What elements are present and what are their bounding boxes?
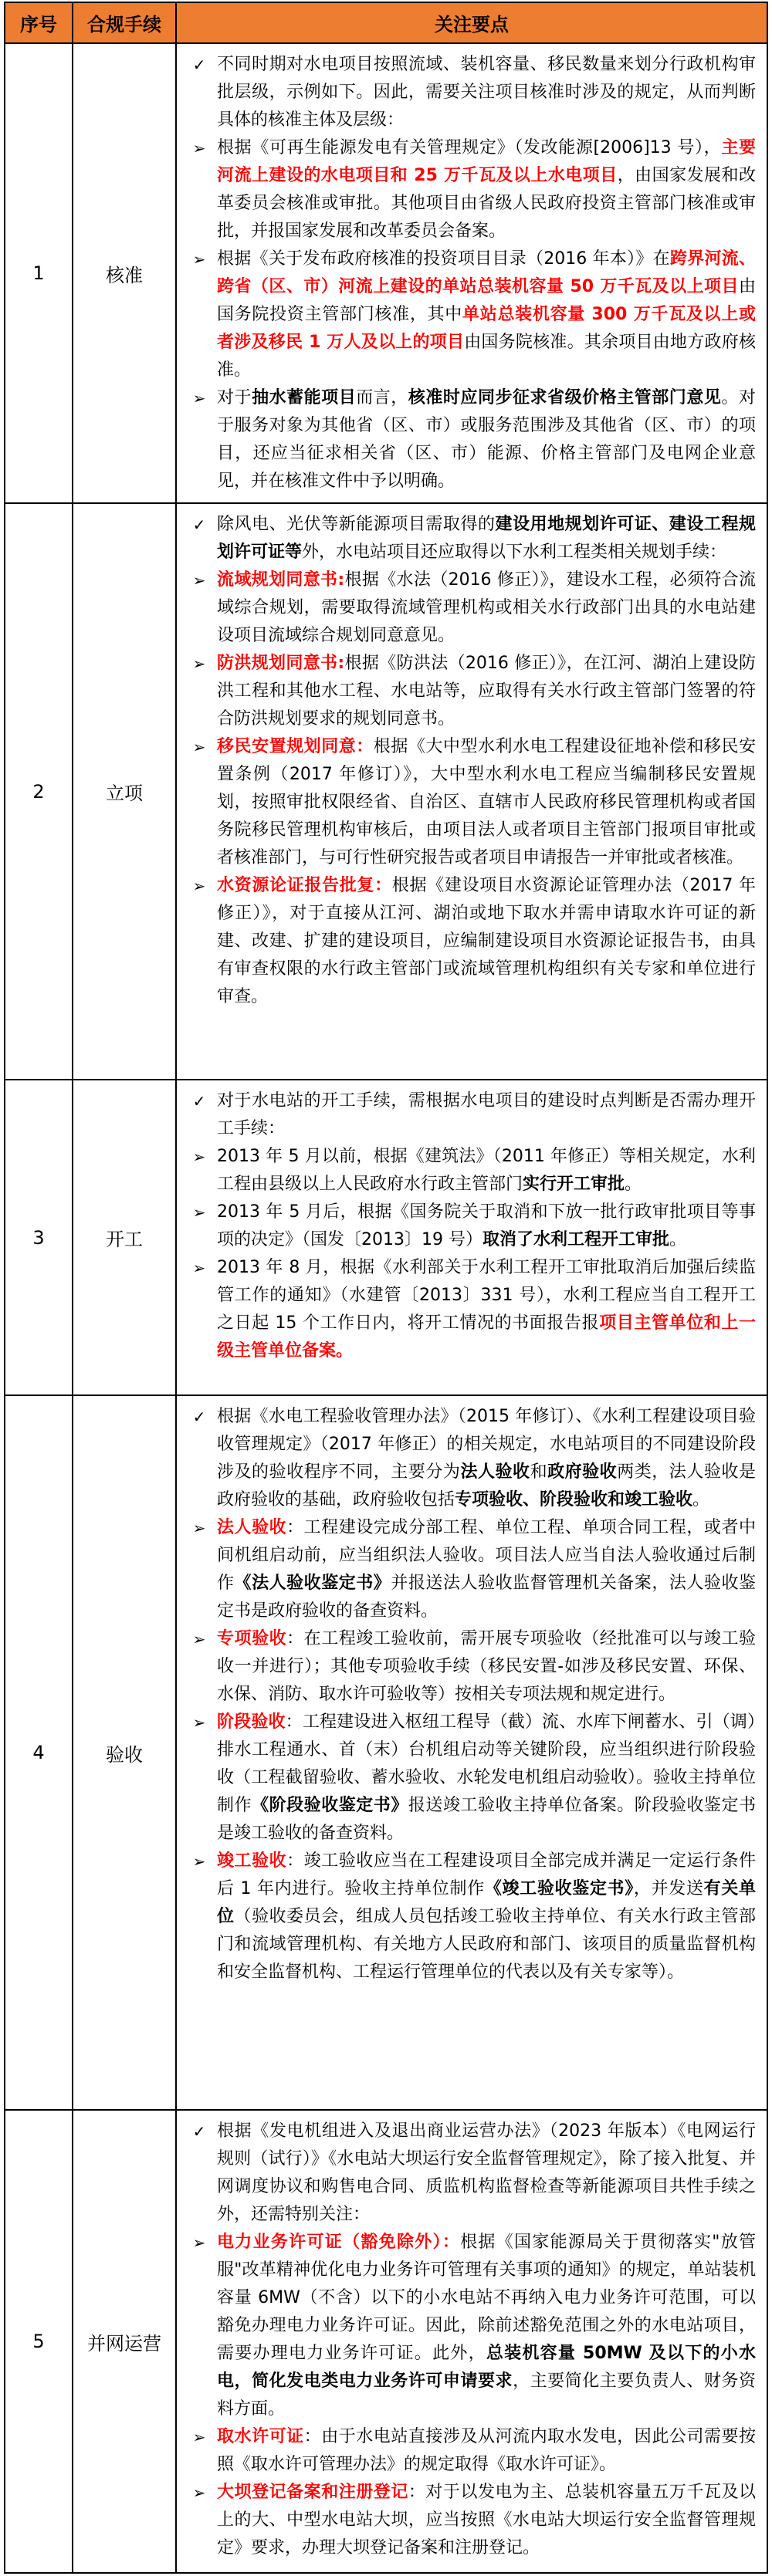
procedure-label: 开工 xyxy=(72,1080,175,1394)
arrow-bullet-icon: ➢ xyxy=(192,139,206,157)
point-text: 对于水电站的开工手续，需根据水电项目的建设时点判断是否需办理开工手续： xyxy=(217,1091,756,1138)
point-text: 取水许可证：由于水电站直接涉及从河流内取水发电，因此公司需要按照《取水许可管理办法》的规定取得《取水许可证》。 xyxy=(217,2427,756,2474)
procedure-label: 立项 xyxy=(72,504,175,1079)
table-body xyxy=(5,44,767,2572)
key-point-item xyxy=(181,1709,756,1847)
arrow-bullet-icon: ➢ xyxy=(192,654,206,673)
point-text: 除风电、光伏等新能源项目需取得的建设用地规划许可证、建设工程规划许可证等外，水电站项目还应取得以下水利工程类相关规划手续： xyxy=(217,515,756,562)
key-point-item xyxy=(181,1143,756,1198)
point-text: 根据《关于发布政府核准的投资项目目录（2016 年本）》在跨界河流、跨省（区、市）河流上建设的单站总装机容量 50 万千瓦及以上项目由国务院投资主管部门核准，其中单站总装机容量 300 万千瓦及以上或者涉及移民 1 万人及以上的项目由国务院核准。其余项目由地方政府核准。 xyxy=(217,249,756,380)
arrow-bullet-icon: ➢ xyxy=(192,2428,206,2446)
key-point-item xyxy=(181,1625,756,1709)
arrow-bullet-icon: ➢ xyxy=(192,1852,206,1871)
key-point-item xyxy=(181,733,756,872)
point-text: 移民安置规划同意：根据《大中型水利水电工程建设征地补偿和移民安置条例（2017 年修订）》，大中型水利水电工程应当编制移民安置规划，按照审批权限经省、自治区、直辖市人民政府移民管理机构或者国务院移民管理机构审核后，由项目法人或者项目主管部门报项目审批或者核准部门，与可行性研究报告或者项目申请报告一并审批或者核准。 xyxy=(217,737,756,867)
check-icon: ✓ xyxy=(192,2122,206,2141)
arrow-bullet-icon: ➢ xyxy=(192,250,206,269)
key-point-item xyxy=(181,384,756,495)
point-text: 2013 年 5 月以前，根据《建筑法》（2011 年修正）等相关规定，水利工程由县级以上人民政府水行政主管部门实行开工审批。 xyxy=(217,1147,756,1194)
key-point-item xyxy=(181,2479,756,2562)
key-point-item xyxy=(181,1087,756,1143)
key-points-cell xyxy=(175,504,767,1079)
key-point-item xyxy=(181,650,756,733)
point-text: 根据《可再生能源发电有关管理规定》（发改能源[2006]13 号），主要河流上建设的水电项目和 25 万千瓦及以上水电项目，由国家发展和改革委员会核准或审批。其他项目由省级人民政府投资主管部门核准或审批，并报国家发展和改革委员会备案。 xyxy=(217,138,756,241)
header-serial-number: 序号 xyxy=(20,14,57,35)
check-icon: ✓ xyxy=(192,56,206,74)
key-points-cell xyxy=(175,44,767,502)
point-text: 竣工验收：竣工验收应当在工程建设项目全部完成并满足一定运行条件后 1 年内进行。验收主持单位制作《竣工验收鉴定书》，并发送有关单位（验收委员会，组成人员包括竣工验收主持单位、有关水行政主管部门和流域管理机构、有关地方人民政府和部门、该项目的质量监督机构和安全监督机构、工程运行管理单位的代表以及有关专家等）。 xyxy=(217,1851,756,1982)
point-text: 法人验收：工程建设完成分部工程、单位工程、单项合同工程，或者中间机组启动前，应当组织法人验收。项目法人应当自法人验收通过后制作《法人验收鉴定书》并报送法人验收监督管理机关备案，法人验收鉴定书是政府验收的备查资料。 xyxy=(217,1518,756,1621)
key-point-item xyxy=(181,2229,756,2423)
procedure-label: 验收 xyxy=(72,1396,175,2109)
point-text: 根据《水电工程验收管理办法》（2015 年修订）、《水利工程建设项目验收管理规定》（2017 年修正）的相关规定，水电站项目的不同建设阶段涉及的验收程序不同，主要分为法人验收和政府验收两类，法人验收是政府验收的基础，政府验收包括专项验收、阶段验收和竣工验收。 xyxy=(217,1407,756,1509)
arrow-bullet-icon: ➢ xyxy=(192,1713,206,1732)
point-text: 水资源论证报告批复：根据《建设项目水资源论证管理办法（2017 年修正）》，对于直接从江河、湖泊或地下取水并需申请取水许可证的新建、改建、扩建的建设项目，应编制建设项目水资源论证报告书，由具有审查权限的水行政主管部门或流域管理机构组织有关专家和单位进行审查。 xyxy=(217,876,756,1006)
key-point-item xyxy=(181,1403,756,1514)
header-key-points: 关注要点 xyxy=(175,3,767,42)
key-point-item xyxy=(181,1254,756,1365)
arrow-bullet-icon: ➢ xyxy=(192,1203,206,1222)
key-point-item xyxy=(181,245,756,384)
procedure-label: 并网运营 xyxy=(72,2111,175,2572)
arrow-bullet-icon: ➢ xyxy=(192,738,206,756)
table-header-row xyxy=(5,3,767,44)
key-points-cell xyxy=(175,2111,767,2572)
arrow-bullet-icon: ➢ xyxy=(192,1259,206,1277)
point-text: 不同时期对水电项目按照流域、装机容量、移民数量来划分行政机构审批层级，示例如下。因此，需要关注项目核准时涉及的规定，从而判断具体的核准主体及层级： xyxy=(217,55,756,130)
procedure-label: 核准 xyxy=(72,44,175,502)
table-row xyxy=(5,2111,767,2572)
point-text: 流域规划同意书:根据《水法（2016 修正）》，建设水工程，必须符合流域综合规划，需要取得流域管理机构或相关水行政部门出具的水电站建设项目流域综合规划同意意见。 xyxy=(217,570,756,645)
table-row xyxy=(5,1080,767,1396)
point-text: 2013 年 5 月后，根据《国务院关于取消和下放一批行政审批项目等事项的决定》（国发〔2013〕19 号）取消了水利工程开工审批。 xyxy=(217,1202,756,1249)
row-number: 5 xyxy=(32,2331,45,2352)
row-number: 2 xyxy=(32,780,45,803)
key-point-item xyxy=(181,2118,756,2229)
arrow-bullet-icon: ➢ xyxy=(192,571,206,590)
arrow-bullet-icon: ➢ xyxy=(192,2233,206,2252)
point-text: 根据《发电机组进入及退出商业运营办法》（2023 年版本）《电网运行规则（试行）》《水电站大坝运行安全监督管理规定》，除了接入批复、并网调度协议和购售电合同、质监机构监督检查等新能源项目共性手续之外，还需特别关注： xyxy=(217,2121,756,2224)
check-icon: ✓ xyxy=(192,516,206,534)
table-row xyxy=(5,44,767,504)
check-icon: ✓ xyxy=(192,1092,206,1111)
row-number: 1 xyxy=(32,262,45,284)
arrow-bullet-icon: ➢ xyxy=(192,1519,206,1537)
key-point-item xyxy=(181,511,756,566)
key-point-item xyxy=(181,2423,756,2479)
key-point-item xyxy=(181,51,756,134)
point-text: 大坝登记备案和注册登记：对于以发电为主、总装机容量五万千瓦及以上的大、中型水电站大坝，应当按照《水电站大坝运行安全监督管理规定》要求，办理大坝登记备案和注册登记。 xyxy=(217,2483,756,2557)
arrow-bullet-icon: ➢ xyxy=(192,389,206,407)
key-point-item xyxy=(181,1847,756,1986)
point-text: 防洪规划同意书:根据《防洪法（2016 修正）》，在江河、湖泊上建设防洪工程和其他水工程、水电站等，应取得有关水行政主管部门签署的符合防洪规划要求的规划同意书。 xyxy=(217,654,756,729)
key-point-item xyxy=(181,872,756,1011)
key-points-cell xyxy=(175,1396,767,2109)
table-row xyxy=(5,504,767,1080)
key-point-item xyxy=(181,566,756,650)
compliance-table xyxy=(4,2,768,2574)
row-number: 4 xyxy=(32,1742,45,1763)
table-row xyxy=(5,1396,767,2111)
point-text: 专项验收：在工程竣工验收前，需开展专项验收（经批准可以与竣工验收一并进行）；其他专项验收手续（移民安置-如涉及移民安置、环保、水保、消防、取水许可验收等）按相关专项法规和规定进行。 xyxy=(217,1629,756,1704)
point-text: 2013 年 8 月，根据《水利部关于水利工程开工审批取消后加强后续监管工作的通知》（水建管〔2013〕331 号），水利工程应当自工程开工之日起 15 个工作日内，将开工情况的书面报告报项目主管单位和上一级主管单位备案。 xyxy=(217,1258,756,1361)
row-number: 3 xyxy=(32,1226,45,1249)
key-point-item xyxy=(181,1514,756,1625)
check-icon: ✓ xyxy=(192,1408,206,1426)
arrow-bullet-icon: ➢ xyxy=(192,1148,206,1166)
point-text: 对于抽水蓄能项目而言，核准时应同步征求省级价格主管部门意见。对于服务对象为其他省（区、市）或服务范围涉及其他省（区、市）的项目，还应当征求相关省（区、市）能源、价格主管部门及电网企业意见，并在核准文件中予以明确。 xyxy=(217,388,756,491)
arrow-bullet-icon: ➢ xyxy=(192,1630,206,1648)
key-point-item xyxy=(181,134,756,245)
point-text: 电力业务许可证（豁免除外）：根据《国家能源局关于贯彻落实"放管服"改革精神优化电力业务许可管理有关事项的通知》的规定，单站装机容量 6MW（不含）以下的小水电站不再纳入电力业务许可范围，可以豁免办理电力业务许可证。因此，除前述豁免范围之外的水电站项目，需要办理电力业务许可证。此外，总装机容量 50MW 及以下的小水电，简化发电类电力业务许可申请要求，主要简化主要负责人、财务资料方面。 xyxy=(217,2233,756,2419)
arrow-bullet-icon: ➢ xyxy=(192,2483,206,2502)
header-procedure: 合规手续 xyxy=(72,3,175,42)
arrow-bullet-icon: ➢ xyxy=(192,877,206,895)
point-text: 阶段验收：工程建设进入枢纽工程导（截）流、水库下闸蓄水、引（调）排水工程通水、首（末）台机组启动等关键阶段，应当组织进行阶段验收（工程截留验收、蓄水验收、水轮发电机组启动验收）。验收主持单位制作《阶段验收鉴定书》报送竣工验收主持单位备案。阶段验收鉴定书是竣工验收的备查资料。 xyxy=(217,1712,756,1843)
key-points-cell xyxy=(175,1080,767,1394)
key-point-item xyxy=(181,1198,756,1254)
